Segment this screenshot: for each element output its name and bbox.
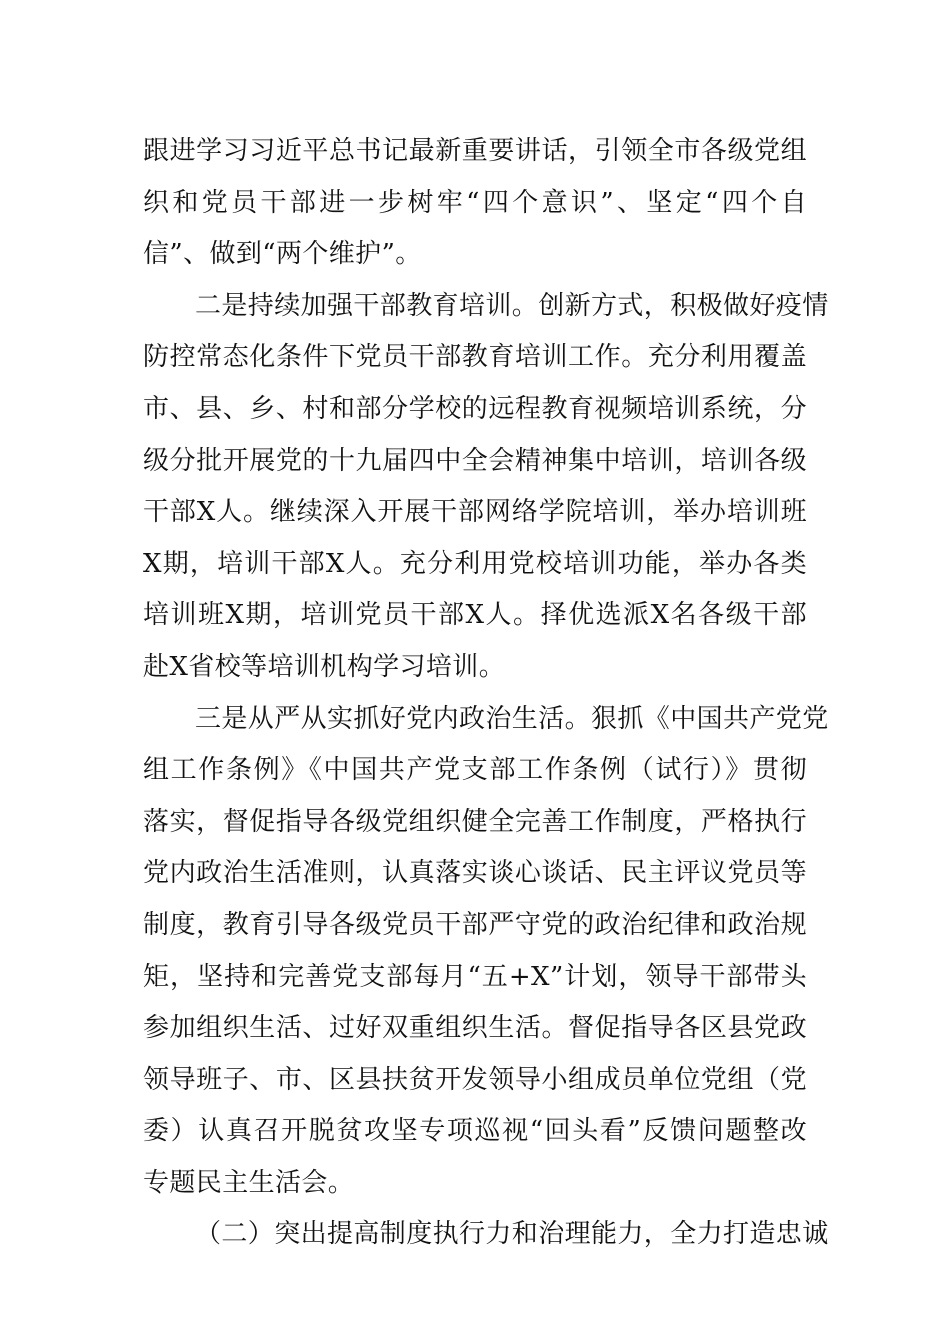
text-line: 赴X省校等培训机构学习培训。 [143,651,506,682]
text-line: 矩，坚持和完善党支部每月“五+X”计划，领导干部带头 [143,961,807,992]
text-line: 织和党员干部进一步树牢“四个意识”、坚定“四个自 [143,187,807,218]
text-line: 专题民主生活会。 [143,1167,355,1198]
paragraph-2 [143,281,829,694]
text-line: 落实，督促指导各级党组织健全完善工作制度，严格执行 [143,806,807,837]
text-line: X期，培训干部X人。充分利用党校培训功能，举办各类 [143,548,807,579]
text-line: 三是从严从实抓好党内政治生活。狠抓《中国共产党党 [195,703,829,734]
paragraph-4 [143,1209,829,1261]
text-line: 组工作条例》《中国共产党支部工作条例（试行）》贯彻 [143,755,807,786]
text-line: 参加组织生活、过好双重组织生活。督促指导各区县党政 [143,1013,807,1044]
text-line: 领导班子、市、区县扶贫开发领导小组成员单位党组（党 [143,1064,807,1095]
text-line: 二是持续加强干部教育培训。创新方式，积极做好疫情 [195,290,829,321]
document-body [143,126,829,1261]
text-line: 培训班X期，培训党员干部X人。择优选派X名各级干部 [143,600,807,631]
text-line: （二）突出提高制度执行力和治理能力，全力打造忠诚 [195,1219,829,1250]
text-line: 跟进学习习近平总书记最新重要讲话，引领全市各级党组 [143,136,807,166]
text-line: 党内政治生活准则，认真落实谈心谈话、民主评议党员等 [143,858,807,889]
text-line: 信”、做到“两个维护”。 [143,239,422,270]
text-line: 市、县、乡、村和部分学校的远程教育视频培训系统，分 [143,393,807,424]
paragraph-3 [143,694,829,1210]
text-line: 防控常态化条件下党员干部教育培训工作。充分利用覆盖 [143,342,807,373]
text-line: 干部X人。继续深入开展干部网络学院培训，举办培训班 [143,497,807,528]
text-line: 委）认真召开脱贫攻坚专项巡视“回头看”反馈问题整改 [143,1116,807,1147]
text-line: 制度，教育引导各级党员干部严守党的政治纪律和政治规 [143,909,807,940]
paragraph-1 [143,126,807,281]
text-line: 级分批开展党的十九届四中全会精神集中培训，培训各级 [143,445,807,476]
